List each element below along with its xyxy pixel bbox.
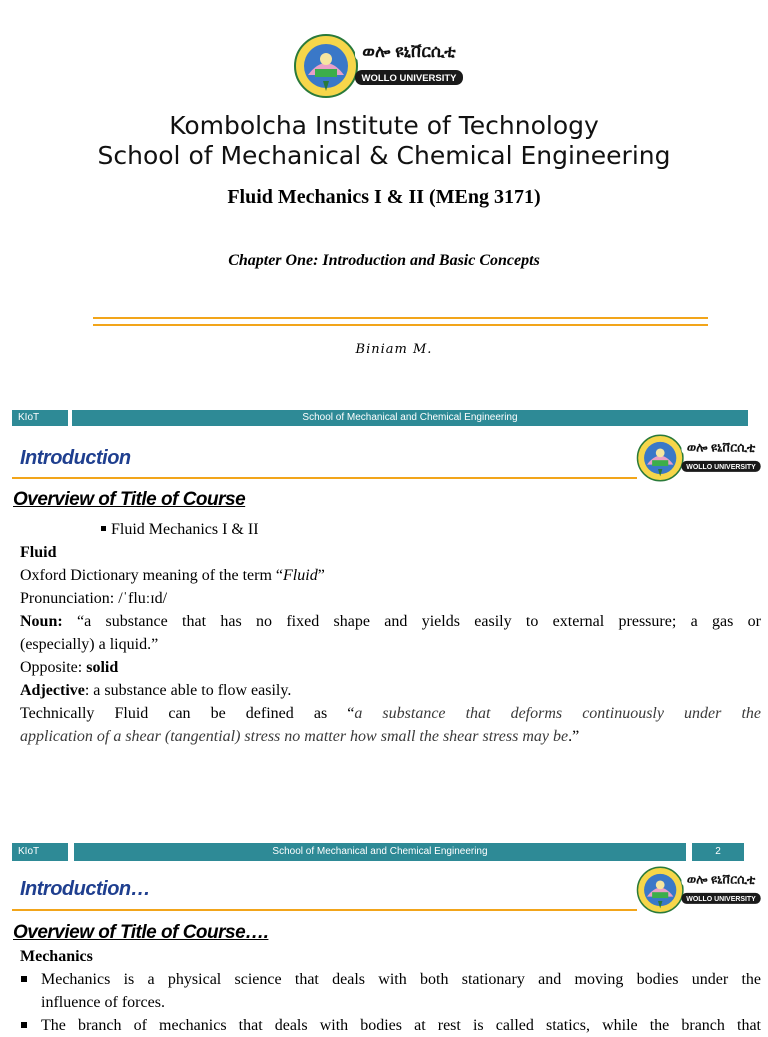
bullet-square-icon bbox=[101, 526, 106, 531]
technical-definition-line: Technically Fluid can be defined as “a substance that deforms continuously under the bbox=[20, 705, 762, 722]
technical-definition-continued: application of a shear (tangential) stress no matter how small the shear stress may be.” bbox=[20, 728, 580, 745]
title-underline bbox=[12, 477, 637, 479]
svg-text:ወሎ ዩኒቨርሲቲ: ወሎ ዩኒቨርሲቲ bbox=[362, 42, 456, 61]
mechanics-heading: Mechanics bbox=[20, 948, 93, 965]
section-title: Introduction bbox=[20, 447, 131, 469]
course-title: Fluid Mechanics I & II (MEng 3171) bbox=[227, 186, 541, 208]
course-bullet bbox=[101, 518, 259, 541]
noun-line: Noun: “a substance that has no fixed shape and yields easily to external pressure; a gas or bbox=[20, 613, 761, 630]
list-item: Mechanics is a physical science that deals with both stationary and moving bodies under the influence of forces. bbox=[20, 968, 761, 1014]
fluid-definition-block bbox=[20, 541, 761, 748]
divider-bottom bbox=[93, 324, 708, 326]
overview-heading: Overview of Title of Course…. bbox=[13, 922, 269, 943]
institute-title: Kombolcha Institute of Technology bbox=[169, 111, 599, 140]
title-underline bbox=[12, 909, 637, 911]
slide-footer-school: School of Mechanical and Chemical Engineering bbox=[72, 410, 748, 426]
svg-text:ወሎ ዩኒቨርሲቲ: ወሎ ዩኒቨርሲቲ bbox=[686, 440, 756, 455]
svg-text:WOLLO UNIVERSITY: WOLLO UNIVERSITY bbox=[686, 464, 756, 471]
course-bullet-text: Fluid Mechanics I & II bbox=[111, 521, 259, 538]
pronunciation-line: Pronunciation: /ˈfluːɪd/ bbox=[20, 590, 168, 607]
wollo-university-logo bbox=[636, 864, 768, 916]
fluid-heading: Fluid bbox=[20, 544, 57, 561]
wollo-university-logo bbox=[636, 432, 768, 484]
overview-heading: Overview of Title of Course bbox=[13, 489, 246, 510]
bullet-square-icon bbox=[21, 1022, 27, 1028]
oxford-line: Oxford Dictionary meaning of the term “Fluid” bbox=[20, 567, 325, 584]
wollo-university-logo bbox=[293, 31, 473, 101]
adjective-line: Adjective: a substance able to flow easily. bbox=[20, 682, 292, 699]
list-item: The branch of mechanics that deals with bodies at rest is called statics, while the branch that bbox=[20, 1014, 761, 1037]
svg-text:WOLLO UNIVERSITY: WOLLO UNIVERSITY bbox=[361, 73, 457, 84]
svg-text:ወሎ ዩኒቨርሲቲ: ወሎ ዩኒቨርሲቲ bbox=[686, 872, 756, 887]
svg-text:WOLLO UNIVERSITY: WOLLO UNIVERSITY bbox=[686, 896, 756, 903]
opposite-line: Opposite: solid bbox=[20, 659, 119, 676]
slide-footer-school: School of Mechanical and Chemical Engineering bbox=[74, 843, 686, 861]
slide-footer-kiot: KIoT bbox=[12, 843, 68, 861]
mechanics-bullets bbox=[20, 968, 761, 1037]
school-title: School of Mechanical & Chemical Engineering bbox=[97, 141, 671, 170]
divider-top bbox=[93, 317, 708, 319]
slide-number: 2 bbox=[692, 843, 744, 861]
author-name: Biniam M. bbox=[355, 342, 433, 357]
noun-line-continued: (especially) a liquid.” bbox=[20, 636, 159, 653]
section-title: Introduction… bbox=[20, 878, 151, 900]
chapter-title: Chapter One: Introduction and Basic Concepts bbox=[228, 252, 540, 269]
bullet-square-icon bbox=[21, 976, 27, 982]
slide-footer-kiot: KIoT bbox=[12, 410, 68, 426]
